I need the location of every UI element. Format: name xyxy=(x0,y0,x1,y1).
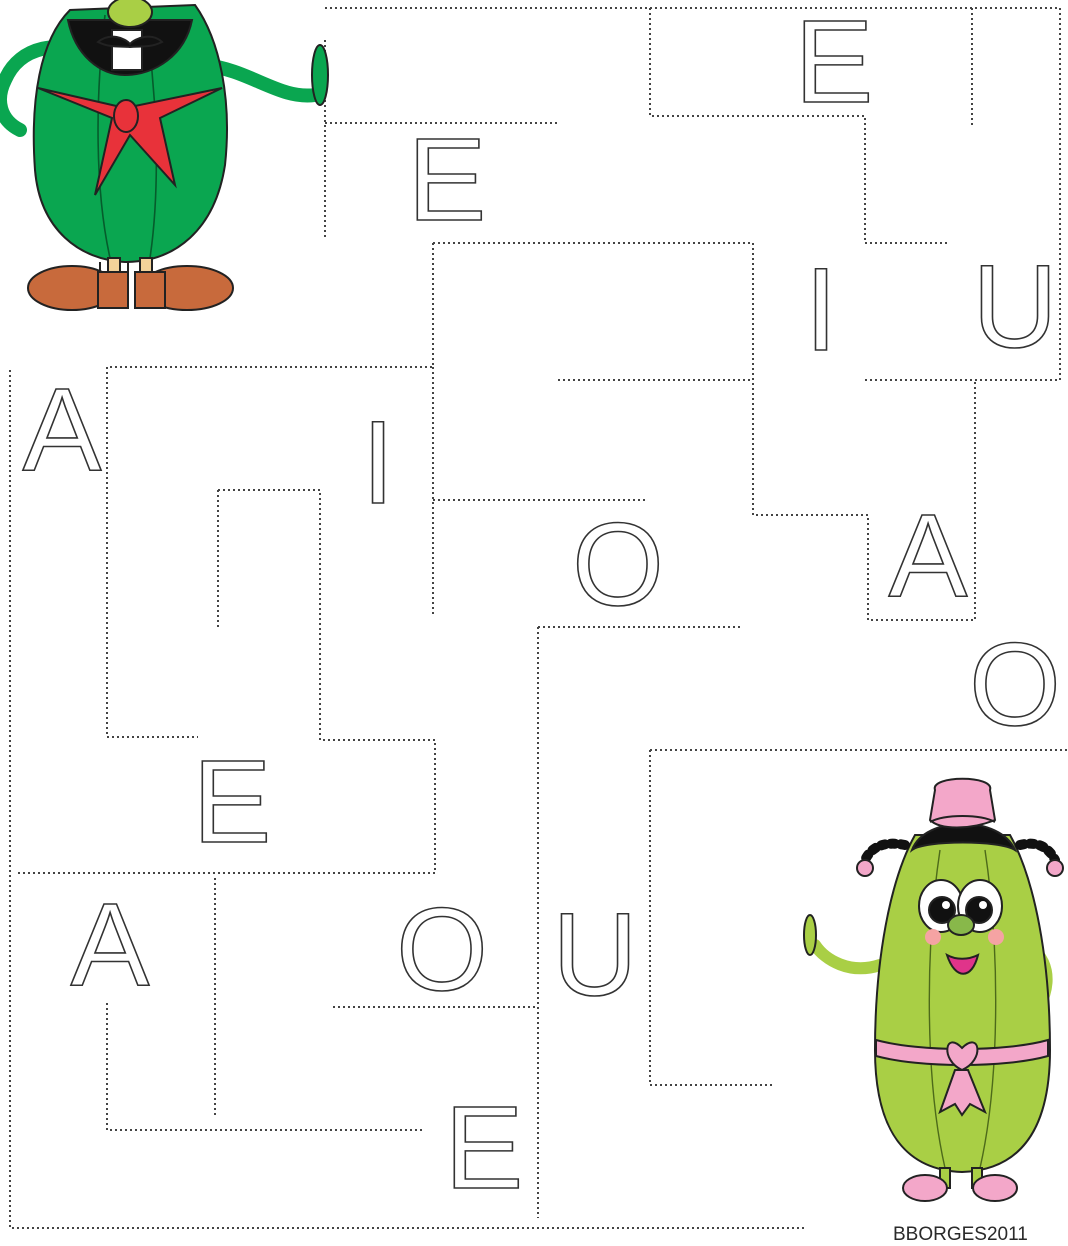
letter-i-1: I xyxy=(804,244,838,376)
author-credit: BBORGES2011 xyxy=(893,1224,1028,1245)
letter-e-2: E xyxy=(407,114,487,246)
cucumber-girl-character xyxy=(804,779,1063,1201)
letter-a-2: A xyxy=(888,490,968,622)
letter-i-2: I xyxy=(361,397,395,529)
letter-e-3: E xyxy=(192,736,272,868)
letter-e-1: E xyxy=(794,0,874,128)
letter-u-2: U xyxy=(552,889,638,1021)
letter-a-3: A xyxy=(70,879,150,1011)
letter-e-4: E xyxy=(444,1082,524,1214)
cucumber-boy-character xyxy=(0,0,328,310)
letter-u-1: U xyxy=(972,241,1058,373)
letter-o-3: O xyxy=(396,884,488,1016)
letter-o-2: O xyxy=(969,619,1061,751)
letter-a-1: A xyxy=(22,364,102,496)
letter-o-1: O xyxy=(572,499,664,631)
